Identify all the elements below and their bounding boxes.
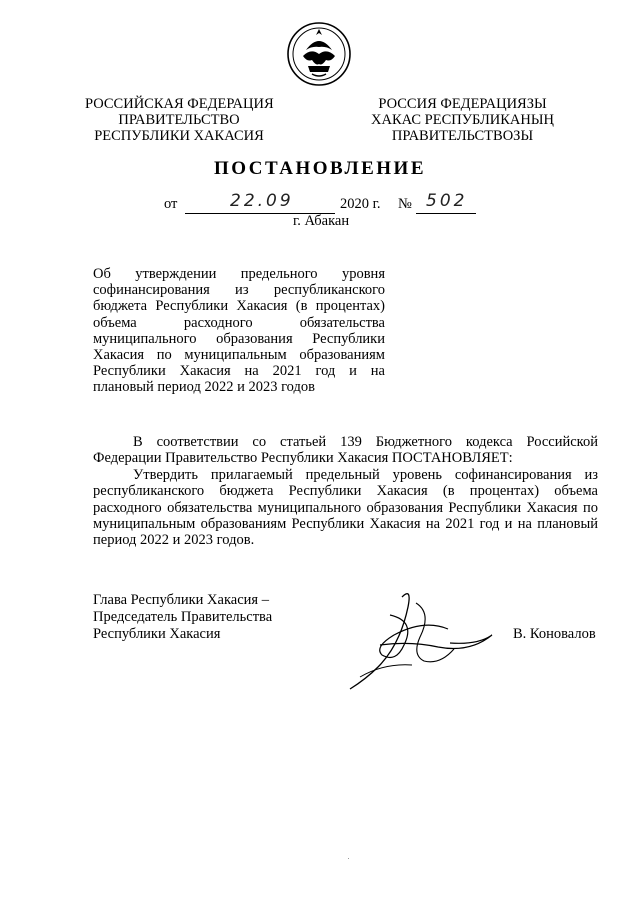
header-right-line: РОССИЯ ФЕДЕРАЦИЯЗЫ — [378, 96, 547, 112]
handwritten-signature — [320, 585, 510, 695]
city-label: г. Абакан — [293, 213, 350, 229]
number-underline — [416, 213, 476, 214]
header-left-line: РОССИЙСКАЯ ФЕДЕРАЦИЯ — [85, 96, 274, 112]
document-title: ПОСТАНОВЛЕНИЕ — [213, 158, 427, 179]
date-prefix: от — [164, 196, 178, 212]
header-left — [85, 96, 273, 144]
header-left-line: ПРАВИТЕЛЬСТВО — [118, 112, 240, 128]
header-right — [370, 96, 555, 144]
document-subject: Об утверждении предельного уровня софинансирования из республиканского бюджета Республики Хакасия (в процентах) объема расходного обязательства муниципального образования Республики Хакасия по муниципальным образованиям Республики Хакасия на 2021 год и на плановый период 2022 и 2023 годов — [93, 266, 385, 396]
signatory-position-line: Глава Республики Хакасия – — [93, 592, 269, 608]
coat-of-arms-icon — [284, 20, 354, 88]
scan-artifact — [348, 858, 349, 859]
signatory-name: В. Коновалов — [513, 626, 596, 642]
signatory-position-line: Председатель Правительства — [93, 609, 273, 625]
handwritten-number: 502 — [426, 191, 468, 211]
date-year: 2020 г. — [340, 196, 381, 212]
body-paragraph: Утвердить прилагаемый предельный уровень софинансирования из республиканского бюджета Республики Хакасия (в процентах) объема расходного обязательства муниципального образования Республики Хакасия по муниципальным образованиям Республики Хакасия на 2021 год и на плановый период 2022 и 2023 годов. — [93, 466, 598, 549]
document-body — [93, 434, 598, 549]
header-left-line: РЕСПУБЛИКИ ХАКАСИЯ — [94, 128, 264, 144]
handwritten-date: 22.09 — [230, 191, 294, 211]
signatory-position-line: Республики Хакасия — [93, 626, 221, 642]
body-paragraph: В соответствии со статьей 139 Бюджетного кодекса Российской Федерации Правительство Республики Хакасия ПОСТАНОВЛЯЕТ: — [93, 434, 598, 467]
header-right-line: ХАКАС РЕСПУБЛИКАНЫҢ — [371, 112, 554, 128]
signatory-position — [93, 592, 293, 643]
number-sign: № — [398, 196, 412, 212]
header-right-line: ПРАВИТЕЛЬСТВОЗЫ — [391, 128, 534, 144]
